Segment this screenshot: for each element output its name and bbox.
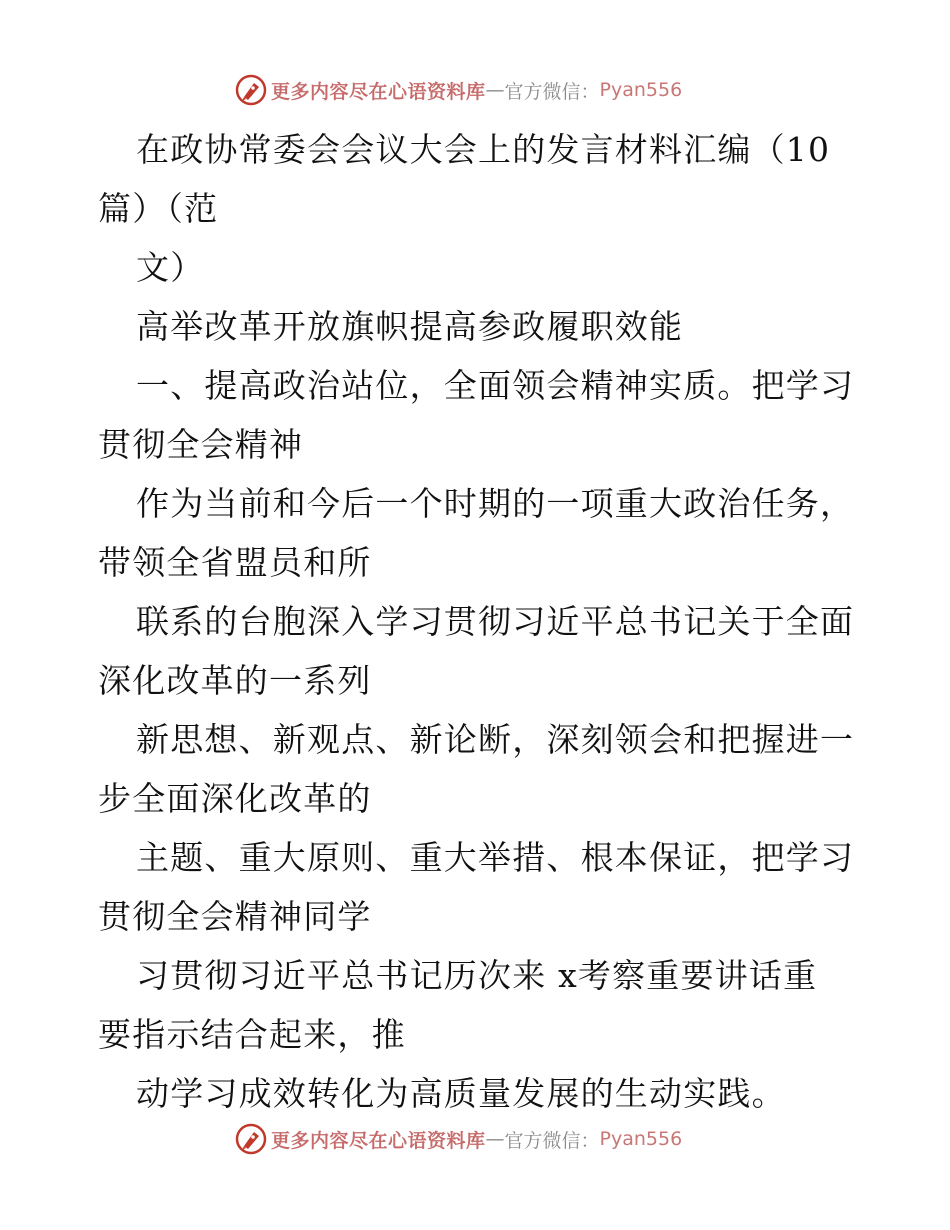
- header-separator: —: [485, 79, 505, 101]
- footer-brand-text: 更多内容尽在心语资料库: [271, 1129, 486, 1152]
- pen-nib-circle-icon: [235, 74, 267, 106]
- subtitle-line: 高举改革开放旗帜提高参政履职效能: [136, 307, 684, 346]
- paragraph-line: 贯彻全会精神: [98, 425, 304, 464]
- footer-separator: —: [485, 1128, 505, 1150]
- title-line-3: 文）: [136, 248, 205, 287]
- paragraph-line: 步全面深化改革的: [98, 779, 372, 818]
- paragraph-line: 深化改革的一系列: [98, 661, 372, 700]
- header-banner: [235, 73, 715, 107]
- paragraph-line: 带领全省盟员和所: [98, 543, 372, 582]
- pen-nib-circle-icon: [235, 1123, 267, 1155]
- paragraph-line: 要指示结合起来，推: [98, 1015, 406, 1054]
- header-brand-text: 更多内容尽在心语资料库: [271, 80, 486, 103]
- paragraph-line: 贯彻全会精神同学: [98, 897, 372, 936]
- footer-wechat-label: 官方微信：: [504, 1129, 600, 1152]
- title-line-1: 在政协常委会会议大会上的发言材料汇编（10: [136, 130, 831, 169]
- footer-wechat-id: Pyan556: [599, 1128, 683, 1150]
- title-line-2: 篇）（范: [98, 189, 219, 228]
- header-wechat-label: 官方微信：: [504, 80, 600, 103]
- paragraph-line: 动学习成效转化为高质量发展的生动实践。: [136, 1074, 786, 1113]
- document-body: [98, 120, 858, 1123]
- paragraph-line: 习贯彻习近平总书记历次来 x考察重要讲话重: [136, 956, 818, 995]
- paragraph-line: 联系的台胞深入学习贯彻习近平总书记关于全面: [136, 602, 855, 641]
- paragraph-line: 一、提高政治站位，全面领会精神实质。把学习: [136, 366, 855, 405]
- header-wechat-id: Pyan556: [599, 79, 683, 101]
- paragraph-line: 新思想、新观点、新论断，深刻领会和把握进一: [136, 720, 855, 759]
- paragraph-line: 主题、重大原则、重大举措、根本保证，把学习: [136, 838, 855, 877]
- paragraph-line: 作为当前和今后一个时期的一项重大政治任务，: [136, 484, 855, 523]
- footer-banner: [235, 1122, 715, 1156]
